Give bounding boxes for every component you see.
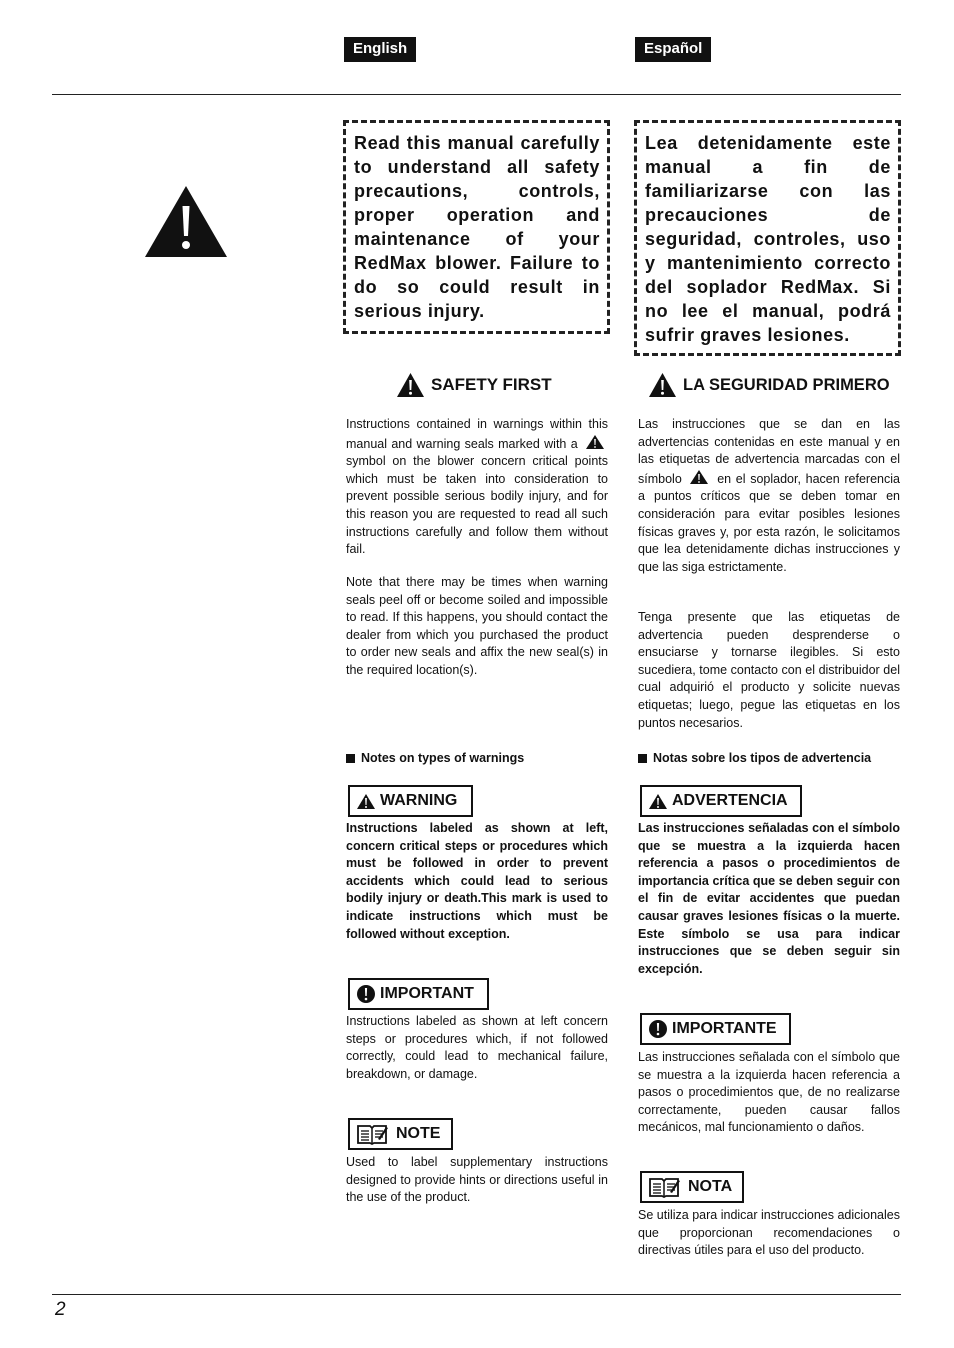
warning-triangle-icon: [396, 372, 425, 398]
important-label-spanish-text: IMPORTANTE: [672, 1020, 777, 1037]
safety-heading-spanish-text: LA SEGURIDAD PRIMERO: [683, 375, 890, 394]
language-tag-english: English: [344, 37, 416, 62]
safety-text-english-1a: Instructions contained in warnings within this manual and warning seals marked with a: [346, 417, 608, 451]
safety-text-spanish-1b: en el soplador, hacen referencia a puntos críticos que se deben tomar en consideración para evitar posibles lesiones físicas graves y, por esta razón, le solicitamos que lea detenidamente dichas instrucciones y que las siga estrictamente.: [638, 471, 900, 574]
notes-heading-spanish: [638, 751, 871, 765]
intro-box-english: [343, 120, 610, 334]
note-label-english: [348, 1118, 453, 1150]
important-text-spanish: Las instrucciones señalada con el símbolo que se muestra a la izquierda hacen referencia a pasos o procedimientos que, de no realizarse correctamente, pueden causar fallos mecánicos, mal funcionamiento o daños.: [638, 1050, 900, 1135]
note-label-english-text: NOTE: [396, 1125, 441, 1142]
safety-heading-english: [396, 372, 552, 398]
important-label-spanish: [640, 1013, 791, 1045]
exclamation-circle-icon: [356, 984, 376, 1004]
safety-paragraph-spanish-1: [638, 416, 900, 576]
note-label-spanish-text: NOTA: [688, 1178, 733, 1195]
safety-paragraph-english-2: Note that there may be times when warning seals peel off or become soiled and impossible to read. If this happens, you should contact the dealer from which you purchased the product to order new seals and affix the new seal(s) in the required location(s).: [346, 575, 608, 677]
safety-paragraph-english-1: [346, 416, 608, 559]
bottom-divider: [52, 1294, 901, 1295]
warning-triangle-icon: [648, 793, 668, 810]
note-text-spanish: Se utiliza para indicar instrucciones adicionales que proporcionan recomendaciones o directivas útiles para el uso del producto.: [638, 1208, 900, 1258]
intro-text-english: Read this manual carefully to understand all safety precautions, controls, proper operation and maintenance of your RedMax blower. Failure to do so could result in serious injury.: [354, 133, 600, 321]
warning-label-english: [348, 785, 473, 817]
safety-paragraph-spanish-2: Tenga presente que las etiquetas de advertencia pueden desprenderse o ensuciarse y tornarse ilegibles. Si esto sucediera, tome contacto con el distribuidor del cual adquirió el producto y solicite nuevas etiquetas; luego, pegue las etiquetas en los puntos necesarios.: [638, 610, 900, 730]
warning-triangle-icon: [689, 469, 709, 485]
language-tag-spanish: Español: [635, 37, 711, 62]
page-number: 2: [55, 1299, 66, 1320]
warning-label-spanish: [640, 785, 802, 817]
note-book-icon: [356, 1123, 388, 1145]
large-warning-triangle-icon: [143, 184, 229, 259]
safety-text-english-1b: symbol on the blower concern critical points which must be taken into consideration to prevent possible serious bodily injury, and for this reason you are requested to read all such instructions carefully and follow them without fail.: [346, 454, 608, 557]
warning-triangle-icon: [356, 793, 376, 810]
intro-box-spanish: [634, 120, 901, 356]
exclamation-circle-icon: [648, 1019, 668, 1039]
notes-heading-spanish-text: Notas sobre los tipos de advertencia: [653, 751, 872, 765]
safety-heading-english-text: SAFETY FIRST: [431, 375, 552, 394]
square-bullet-icon: [638, 754, 647, 763]
important-label-english-text: IMPORTANT: [380, 985, 474, 1002]
notes-heading-english-text: Notes on types of warnings: [361, 751, 525, 765]
warning-label-english-text: WARNING: [380, 792, 458, 809]
note-label-spanish: [640, 1171, 744, 1203]
important-label-english: [348, 978, 489, 1010]
note-book-icon: [648, 1176, 680, 1198]
square-bullet-icon: [346, 754, 355, 763]
intro-text-spanish: Lea detenidamente este manual a fin de familiarizarse con las precauciones de seguridad, controles, uso y mantenimiento correcto del soplador RedMax. Si no lee el manual, podrá sufrir graves lesiones.: [645, 133, 891, 345]
safety-text-spanish-1a: Las instrucciones que se dan en las advertencias contenidas en este manual y en las etiquetas de advertencia marcadas con el símbolo: [638, 417, 900, 486]
warning-label-spanish-text: ADVERTENCIA: [672, 792, 788, 809]
notes-heading-english: [346, 751, 524, 765]
warning-text-spanish: Las instrucciones señaladas con el símbolo que se muestra a la izquierda hacen referencia a pasos o procedimientos de importancia crítica que se deben seguir con el fin de evitar accidentes que puedan causar graves lesiones físicas o la muerte. Este símbolo se usa para indicar instrucciones que se deben seguir sin excepción.: [638, 821, 900, 976]
note-text-english: Used to label supplementary instructions designed to provide hints or directions useful in the use of the product.: [346, 1155, 608, 1205]
warning-triangle-icon: [648, 372, 677, 398]
warning-text-english: Instructions labeled as shown at left, concern critical steps or procedures which must be followed in order to prevent accidents which could lead to serious bodily injury or death.This mark is used to indicate instructions which must be followed without exception.: [346, 821, 608, 941]
important-text-english: Instructions labeled as shown at left concern steps or procedures which, if not followed correctly, could lead to mechanical failure, breakdown, or damage.: [346, 1014, 608, 1081]
top-divider: [52, 94, 901, 95]
safety-heading-spanish: [648, 372, 890, 398]
warning-triangle-icon: [585, 434, 605, 450]
